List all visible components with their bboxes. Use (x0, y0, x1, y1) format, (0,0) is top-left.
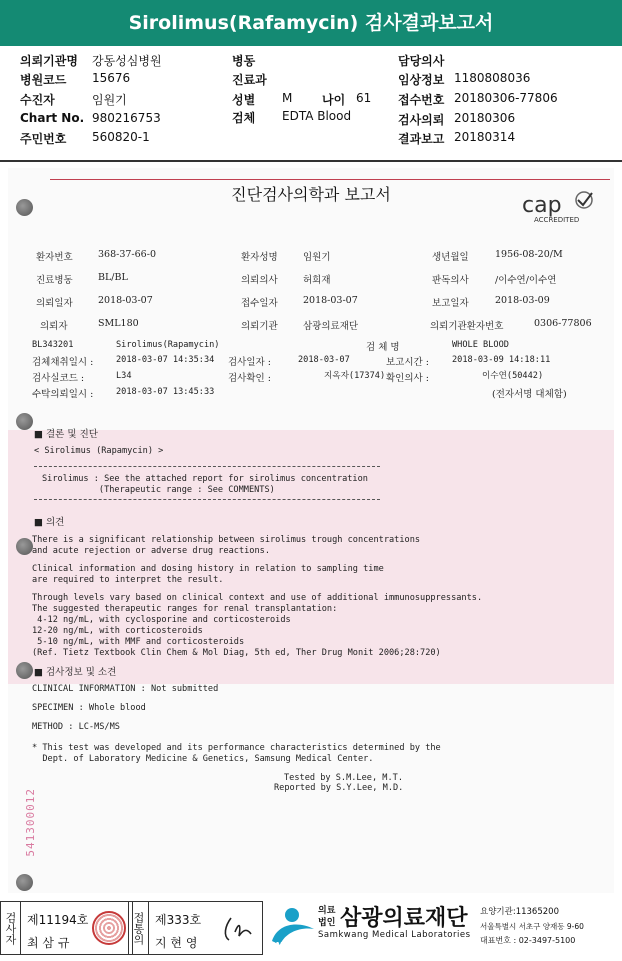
field-value: 1956-08-20/M (495, 249, 563, 260)
field-label: 환자번호 (36, 252, 73, 263)
clinical-info: CLINICAL INFORMATION : Not submitted (32, 684, 219, 694)
comment-line: are required to interpret the result. (32, 575, 224, 585)
sml-logo-icon (268, 903, 318, 951)
address: 서울특별시 서초구 양재동 9-60 (480, 922, 584, 931)
specimen-info: SPECIMEN : Whole blood (32, 703, 146, 713)
report-header (0, 0, 622, 46)
info-label: 진료과 (232, 73, 267, 87)
punch-hole (16, 874, 33, 891)
foundation-name: 삼광의료재단 (340, 906, 468, 931)
esign-note: (전자서명 대체함) (492, 389, 567, 400)
field-label: 진료병동 (36, 275, 73, 286)
info-value: 임원기 (92, 93, 127, 107)
footnote-line: * This test was developed and its performance characteristics determined by the (32, 743, 441, 753)
section-heading: ■ 의견 (34, 517, 65, 528)
comment-line: There is a significant relationship between sirolimus trough concentrations (32, 535, 421, 545)
comment-line: and acute rejection or adverse drug reactions. (32, 546, 270, 556)
report-title: Sirolimus(Rafamycin) 검사결과보고서 (128, 12, 494, 34)
cap-accredited-logo (520, 190, 600, 224)
field-label: 검사일자 : (228, 357, 271, 368)
field-value: 이수연(50442) (482, 371, 544, 381)
field-value: 2018-03-07 (298, 355, 350, 365)
field-value: 2018-03-07 (303, 295, 358, 306)
phone: 대표번호 : 02-3497-5100 (480, 936, 576, 945)
field-value: /이수연/이수연 (495, 275, 557, 286)
dashed-rule (34, 466, 380, 467)
logo-small-text: 의료 (318, 906, 336, 916)
report-heading: 진단검사의학과 보고서 (231, 185, 391, 204)
info-label: 나이 (322, 93, 346, 107)
field-label: 검체채취일시 : (32, 357, 94, 368)
punch-hole (16, 199, 33, 216)
info-value: 61 (356, 91, 372, 105)
comment-line: Through levels vary based on clinical context and use of additional immunosuppressants. (32, 593, 483, 603)
institution-code: 요양기관:11365200 (480, 907, 559, 917)
info-label: 병동 (232, 54, 256, 68)
field-value: 허희재 (303, 275, 331, 286)
info-label: 검사의뢰 (398, 113, 445, 127)
comment-line: Clinical information and dosing history in relation to sampling time (32, 564, 384, 574)
info-label: Chart No. (20, 111, 85, 125)
info-label: 결과보고 (398, 132, 445, 146)
info-value: 980216753 (92, 111, 161, 125)
dashed-rule (34, 499, 380, 500)
section-heading: ■ 검사정보 및 소견 (34, 667, 117, 678)
punch-hole (16, 662, 33, 679)
field-value: 2018-03-09 (495, 295, 550, 306)
punch-hole (16, 538, 33, 555)
info-label: 담당의사 (398, 54, 445, 68)
field-value: 2018-03-07 13:45:33 (116, 387, 215, 397)
physician-label: 접통의 (129, 902, 149, 954)
logo-small-text: 법인 (318, 918, 336, 928)
field-value: 2018-03-07 14:35:34 (116, 355, 215, 365)
info-value: 560820-1 (92, 130, 150, 144)
field-label: 보고시간 : (386, 357, 429, 368)
info-label: 임상정보 (398, 73, 445, 87)
field-label: 판독의사 (432, 275, 469, 286)
field-label: 의뢰기관환자번호 (430, 321, 504, 332)
footnote-line: Dept. of Laboratory Medicine & Genetics, Samsung Medical Center. (32, 754, 374, 764)
tested-by: Tested by S.M.Lee, M.T. (284, 773, 403, 783)
field-value: 지옥자(17374) (324, 371, 386, 381)
info-label: 성별 (232, 93, 256, 107)
test-name: Sirolimus(Rapamycin) (116, 340, 220, 350)
info-label: 검체 (232, 111, 256, 125)
signature-footer (0, 897, 622, 961)
examiner-name: 최 삼 규 (27, 936, 70, 950)
field-value: SML180 (98, 318, 139, 329)
comment-line: 5-10 ng/mL, with MMF and corticosteroids (32, 637, 245, 647)
field-value: 2018-03-07 (98, 295, 153, 306)
drug-name: < Sirolimus (Rapamycin) > (34, 446, 164, 456)
comment-line: (Ref. Tietz Textbook Clin Chem & Mol Diag, 5th ed, Ther Drug Monit 2006;28:720) (32, 648, 441, 658)
field-label: 의뢰의사 (241, 275, 278, 286)
specimen-label: 검 체 명 (366, 342, 400, 353)
field-value: 2018-03-09 14:18:11 (452, 355, 551, 365)
signature-scribble (221, 912, 257, 946)
info-value: 20180306-77806 (454, 91, 558, 105)
field-label: 의뢰기관 (241, 321, 278, 332)
physician-box (128, 901, 263, 955)
field-value: L34 (116, 371, 132, 381)
field-label: 검사확인 : (228, 373, 271, 384)
info-value: 15676 (92, 71, 131, 85)
field-label: 보고일자 (432, 298, 469, 309)
info-label: 의뢰기관명 (20, 54, 78, 68)
method-info: METHOD : LC-MS/MS (32, 722, 120, 732)
cap-logo-text: cap (522, 193, 562, 218)
patient-info-block (0, 46, 622, 160)
comment-line (32, 557, 482, 564)
examiner-box (0, 901, 133, 955)
comment-line: The suggested therapeutic ranges for renal transplantation: (32, 604, 338, 614)
divider (0, 160, 622, 162)
test-code: BL343201 (32, 340, 74, 350)
field-label: 수탁의뢰일시 : (32, 389, 94, 400)
physician-name: 지 현 영 (155, 936, 198, 950)
result-line: (Therapeutic range : See COMMENTS) (42, 485, 275, 495)
info-value: M (282, 91, 293, 105)
top-rule (50, 179, 610, 180)
info-label: 병원코드 (20, 73, 67, 87)
physician-license: 제333호 (155, 913, 202, 927)
side-document-number: 541300012 (24, 788, 37, 857)
field-value: 0306-77806 (534, 318, 592, 329)
info-value: 20180314 (454, 130, 516, 144)
sml-badge-text: SML (270, 941, 289, 950)
scanned-report (8, 168, 614, 893)
info-label: 접수번호 (398, 93, 445, 107)
reported-by: Reported by S.Y.Lee, M.D. (274, 783, 404, 793)
field-value: 368-37-66-0 (98, 249, 156, 260)
field-label: 생년월일 (432, 252, 469, 263)
red-seal-stamp (92, 911, 126, 945)
field-label: 접수일자 (241, 298, 278, 309)
comment-line: 12-20 ng/mL, with corticosteroids (32, 626, 203, 636)
field-label: 의뢰일자 (36, 298, 73, 309)
field-label: 확인의사 : (386, 373, 429, 384)
comment-line (32, 586, 482, 593)
result-line: Sirolimus : See the attached report for sirolimus concentration (42, 474, 368, 484)
field-label: 환자성명 (241, 252, 278, 263)
comments-block (32, 535, 482, 659)
comment-line: 4-12 ng/mL, with cyclosporine and corticosteroids (32, 615, 291, 625)
examiner-label: 검사자 (1, 902, 21, 954)
field-value: BL/BL (98, 272, 128, 283)
specimen-value: WHOLE BLOOD (452, 340, 509, 350)
info-value: 강동성심병원 (92, 54, 162, 68)
cap-logo-sub: ACCREDITED (534, 216, 580, 224)
punch-hole (16, 413, 33, 430)
field-value: 임원기 (303, 252, 331, 263)
examiner-license: 제11194호 (27, 913, 89, 927)
field-value: 삼광의료재단 (303, 321, 359, 332)
info-label: 주민번호 (20, 132, 67, 146)
foundation-name-en: Samkwang Medical Laboratories (318, 930, 471, 940)
info-label: 수진자 (20, 93, 55, 107)
section-heading: ■ 결론 및 진단 (34, 429, 98, 440)
field-label: 검사실코드 : (32, 373, 85, 384)
info-value: EDTA Blood (282, 109, 352, 123)
info-value: 20180306 (454, 111, 516, 125)
info-value: 1180808036 (454, 71, 531, 85)
field-label: 의뢰자 (40, 321, 68, 332)
